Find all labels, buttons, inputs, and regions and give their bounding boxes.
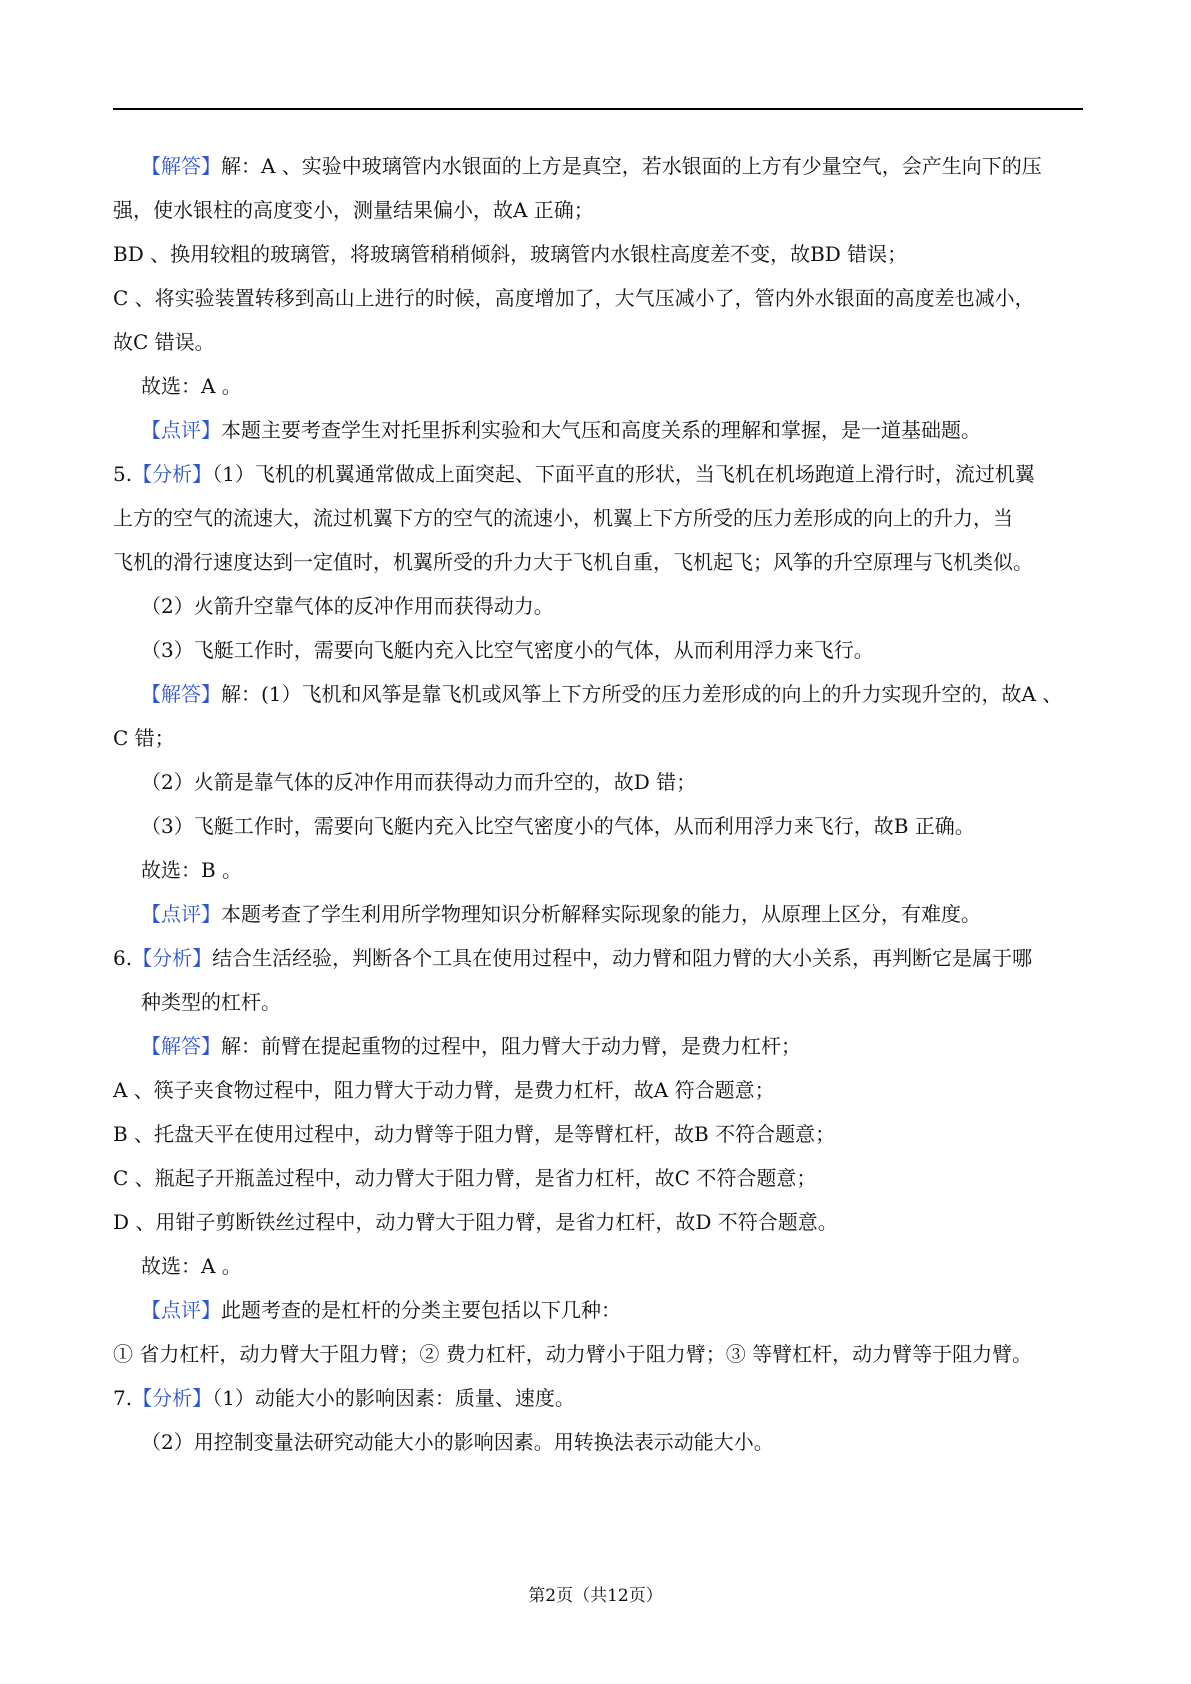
q4-choice: 故选：A 。 — [141, 374, 242, 398]
q5-answer-line-4: （3）飞艇工作时，需要向飞艇内充入比空气密度小的气体，从而利用浮力来飞行，故B 正确。 — [141, 814, 975, 838]
q6-analysis-line-2: 种类型的杠杆。 — [141, 990, 281, 1014]
q4-answer-line-2: 强，使水银柱的高度变小，测量结果偏小，故A 正确； — [113, 198, 594, 222]
analysis-tag: 【分析】 — [132, 946, 213, 970]
q5-answer-line-1 — [113, 672, 1083, 716]
q5-answer-line-2: C 错； — [113, 726, 175, 750]
q7-analysis-text-1: （1）动能大小的影响因素：质量、速度。 — [212, 1386, 575, 1410]
q5-review — [113, 892, 1083, 936]
q5-analysis-line-5: （3）飞艇工作时，需要向飞艇内充入比空气密度小的气体，从而利用浮力来飞行。 — [141, 638, 874, 662]
q6-analysis-line-1 — [113, 936, 1083, 980]
answer-tag: 【解答】 — [141, 682, 221, 706]
q6-option-b: B 、托盘天平在使用过程中，动力臂等于阻力臂，是等臂杠杆，故B 不符合题意； — [113, 1122, 836, 1146]
review-tag: 【点评】 — [141, 902, 221, 926]
q7-analysis-line-2: （2）用控制变量法研究动能大小的影响因素。用转换法表示动能大小。 — [141, 1430, 774, 1454]
q7-analysis-line-1 — [113, 1376, 1083, 1420]
q4-answer-line-1 — [113, 144, 1083, 188]
q6-number: 6. — [113, 946, 133, 970]
q5-analysis-line-3: 飞机的滑行速度达到一定值时，机翼所受的升力大于飞机自重，飞机起飞；风筝的升空原理与飞机类似。 — [113, 550, 1033, 574]
q6-review-line-2: ① 省力杠杆，动力臂大于阻力臂；② 费力杠杆，动力臂小于阻力臂；③ 等臂杠杆，动力臂等于阻力臂。 — [113, 1342, 1033, 1366]
q4-review-text: 本题主要考查学生对托里拆利实验和大气压和高度关系的理解和掌握，是一道基础题。 — [221, 418, 981, 442]
answer-tag: 【解答】 — [141, 154, 221, 178]
q6-option-c: C 、瓶起子开瓶盖过程中，动力臂大于阻力臂，是省力杠杆，故C 不符合题意； — [113, 1166, 817, 1190]
review-tag: 【点评】 — [141, 1298, 221, 1322]
q4-option-c-line-2: 故C 错误。 — [113, 330, 215, 354]
q6-analysis-text-1: 结合生活经验，判断各个工具在使用过程中，动力臂和阻力臂的大小关系，再判断它是属于哪 — [212, 946, 1033, 970]
q6-answer-text-1: 解：前臂在提起重物的过程中，阻力臂大于动力臂，是费力杠杆； — [221, 1034, 801, 1058]
q6-choice: 故选：A 。 — [141, 1254, 242, 1278]
q5-review-text: 本题考查了学生利用所学物理知识分析解释实际现象的能力，从原理上区分，有难度。 — [221, 902, 981, 926]
q5-choice: 故选：B 。 — [141, 858, 243, 882]
page-footer: 第2页（共12页） — [528, 1586, 663, 1606]
q6-review-text: 此题考查的是杠杆的分类主要包括以下几种： — [221, 1298, 621, 1322]
q6-answer-line-1 — [113, 1024, 1083, 1068]
q7-number: 7. — [113, 1386, 133, 1410]
q5-answer-text-1: 解：(1）飞机和风筝是靠飞机或风筝上下方所受的压力差形成的向上的升力实现升空的，故A 、 — [221, 682, 1063, 706]
q5-analysis-line-4: （2）火箭升空靠气体的反冲作用而获得动力。 — [141, 594, 554, 618]
answer-tag: 【解答】 — [141, 1034, 221, 1058]
q6-option-d: D 、用钳子剪断铁丝过程中，动力臂大于阻力臂，是省力杠杆，故D 不符合题意。 — [113, 1210, 838, 1234]
review-tag: 【点评】 — [141, 418, 221, 442]
q5-analysis-text-1: （1）飞机的机翼通常做成上面突起、下面平直的形状，当飞机在机场跑道上滑行时，流过机翼 — [212, 462, 1035, 486]
q5-analysis-line-2: 上方的空气的流速大，流过机翼下方的空气的流速小，机翼上下方所受的压力差形成的向上的升力，当 — [113, 506, 1013, 530]
document-body — [113, 144, 1083, 1464]
analysis-tag: 【分析】 — [132, 462, 213, 486]
header-rule — [113, 108, 1083, 110]
q4-option-bd: BD 、换用较粗的玻璃管，将玻璃管稍稍倾斜，玻璃管内水银柱高度差不变，故BD 错误； — [113, 242, 908, 266]
q4-answer-text-1: 解：A 、实验中玻璃管内水银面的上方是真空，若水银面的上方有少量空气，会产生向下的压 — [221, 154, 1042, 178]
q6-review — [113, 1288, 1083, 1332]
analysis-tag: 【分析】 — [132, 1386, 213, 1410]
q5-answer-line-3: （2）火箭是靠气体的反冲作用而获得动力而升空的，故D 错； — [141, 770, 697, 794]
q5-number: 5. — [113, 462, 133, 486]
q4-option-c-line-1: C 、将实验装置转移到高山上进行的时候，高度增加了，大气压减小了，管内外水银面的高度差也减小， — [113, 286, 1035, 310]
q4-review — [113, 408, 1083, 452]
q5-analysis-line-1 — [113, 452, 1083, 496]
q6-option-a: A 、筷子夹食物过程中，阻力臂大于动力臂，是费力杠杆，故A 符合题意； — [113, 1078, 775, 1102]
